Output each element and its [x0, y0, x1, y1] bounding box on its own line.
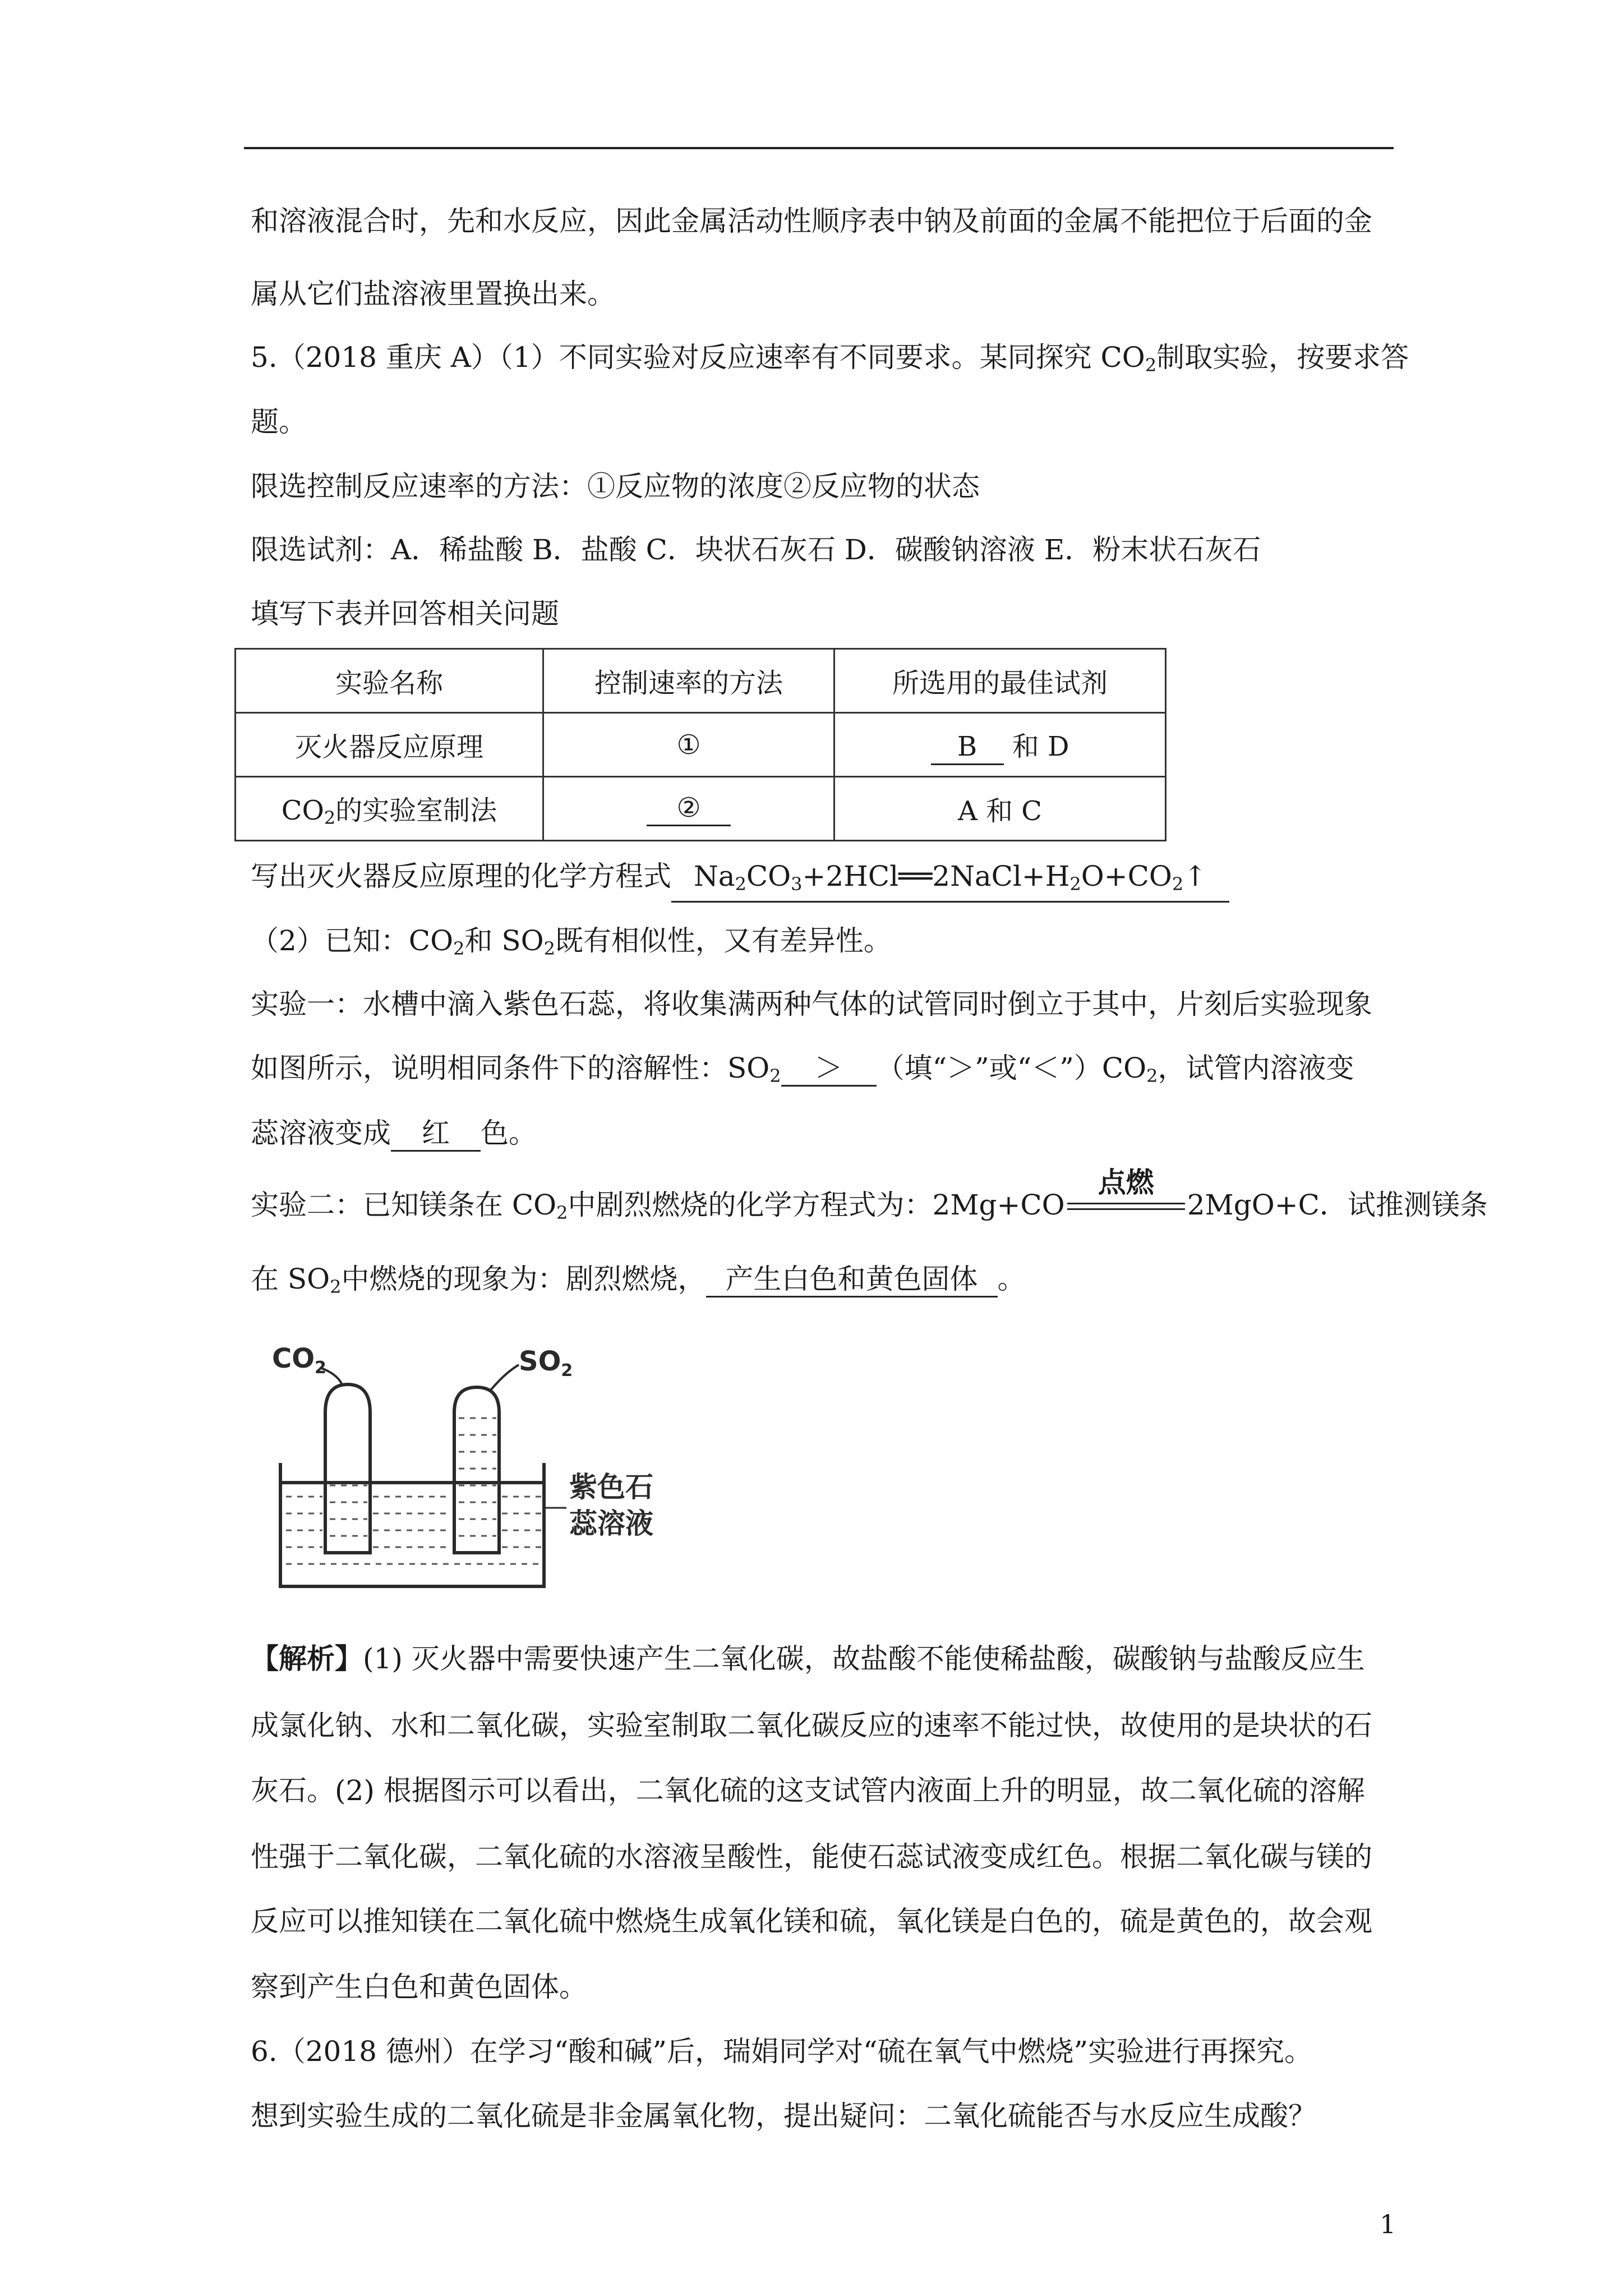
- question-5-stem-cont: 题。: [251, 406, 307, 438]
- answer-blank: ＞: [781, 1051, 877, 1087]
- co2-label: $CO_2$: [272, 1343, 326, 1378]
- litmus-label: 紫色石: [569, 1471, 653, 1503]
- test-tube-figure: [264, 1328, 746, 1598]
- header-cell: 所选用的最佳试剂: [834, 649, 1166, 713]
- answer-blank: B: [931, 730, 1004, 765]
- question-5-stem: 5.（2018 重庆 A）（1）不同实验对反应速率有不同要求。某同探究 $CO_2$制取实验，按要求答: [251, 341, 1409, 376]
- experiment-1-line: 蕊溶液变成 红 色。: [251, 1115, 537, 1152]
- analysis-line: 成氯化钠、水和二氧化碳，实验室制取二氧化碳反应的速率不能过快，故使用的是块状的石: [251, 1709, 1372, 1742]
- experiment-2-line: 在 $SO_2$中燃烧的现象为：剧烈燃烧， 产生白色和黄色固体 。: [251, 1263, 1026, 1297]
- analysis-line: 【解析】(1) 灭火器中需要快速产生二氧化碳，故盐酸不能使稀盐酸，碳酸钠与盐酸反应生: [251, 1642, 1365, 1675]
- header-cell: 控制速率的方法: [543, 649, 834, 713]
- table-header-row: [236, 649, 1166, 713]
- litmus-label: 蕊溶液: [569, 1507, 653, 1540]
- analysis-heading: 【解析】: [251, 1642, 363, 1675]
- header-rule: [244, 147, 1394, 149]
- answer-blank: ②: [647, 791, 731, 826]
- table-row: [236, 713, 1166, 777]
- question-6-line: 想到实验生成的二氧化硫是非金属氧化物，提出疑问：二氧化硫能否与水反应生成酸？: [251, 2100, 1316, 2132]
- question-6-line: 6.（2018 德州）在学习“酸和碱”后，瑞娟同学对“硫在氧气中燃烧”实验进行再探究。: [251, 2035, 1313, 2068]
- methods-line: 限选控制反应速率的方法：①反应物的浓度②反应物的状态: [251, 470, 980, 503]
- analysis-line: 性强于二氧化碳，二氧化硫的水溶液呈酸性，能使石蕊试液变成红色。根据二氧化碳与镁的: [251, 1841, 1372, 1873]
- page-number: 1: [1380, 2209, 1396, 2239]
- experiment-1-line: 如图所示，说明相同条件下的溶解性：$SO_2$ ＞ （填“＞”或“$<”)CO_2$，试管内溶液变: [251, 1052, 1354, 1087]
- table-cell: [543, 777, 834, 841]
- so2-test-tube: [454, 1387, 499, 1553]
- table-cell: 灭火器反应原理: [236, 713, 543, 777]
- table-cell: $CO_2$的实验室制法: [236, 777, 543, 841]
- paragraph-line: 属从它们盐溶液里置换出来。: [251, 278, 615, 310]
- experiment-2-line: 实验二：已知镁条在 $CO_2$中剧烈燃烧的化学方程式为：2Mg+CO 点燃 2MgO+C．试推测镁条: [251, 1166, 1488, 1223]
- analysis-line: 察到产生白色和黄色固体。: [251, 1971, 587, 2003]
- answer-blank: 产生白色和黄色固体: [706, 1262, 998, 1297]
- experiment-table: [234, 648, 1166, 841]
- analysis-line: 反应可以推知镁在二氧化硫中燃烧生成氧化镁和硫，氧化镁是白色的，硫是黄色的，故会观: [251, 1905, 1372, 1938]
- reagents-line: 限选试剂：A．稀盐酸 B．盐酸 C．块状石灰石 D．碳酸钠溶液 E．粉末状石灰石: [251, 533, 1261, 566]
- paragraph-line: 和溶液混合时，先和水反应，因此金属活动性顺序表中钠及前面的金属不能把位于后面的金: [251, 205, 1372, 237]
- table-instruction: 填写下表并回答相关问题: [251, 597, 559, 630]
- equation-line: 写出灭火器反应原理的化学方程式 $Na_2CO_3+2HCl══2NaCl+H_2O+CO_2↑$: [251, 858, 1229, 903]
- reaction-condition-arrow: 点燃: [1067, 1187, 1185, 1223]
- table-cell: A 和 C: [834, 777, 1166, 841]
- analysis-line: 灰石。(2) 根据图示可以看出，二氧化硫的这支试管内液面上升的明显，故二氧化硫的溶解: [251, 1774, 1365, 1807]
- header-cell: 实验名称: [236, 649, 543, 713]
- table-cell: B 和 D: [834, 713, 1166, 777]
- part-2-intro: （2）已知：$CO_2$和 $SO_2$既有相似性，又有差异性。: [251, 924, 892, 959]
- so2-label: $SO_2$: [519, 1346, 573, 1381]
- answer-blank: 红: [391, 1116, 481, 1152]
- experiment-1-line: 实验一：水槽中滴入紫色石蕊，将收集满两种气体的试管同时倒立于其中，片刻后实验现象: [251, 988, 1372, 1020]
- table-cell: ①: [543, 713, 834, 777]
- answer-blank: $Na_2CO_3+2HCl══2NaCl+H_2O+CO_2↑$: [671, 859, 1229, 903]
- co2-test-tube: [325, 1384, 370, 1553]
- table-row: [236, 777, 1166, 841]
